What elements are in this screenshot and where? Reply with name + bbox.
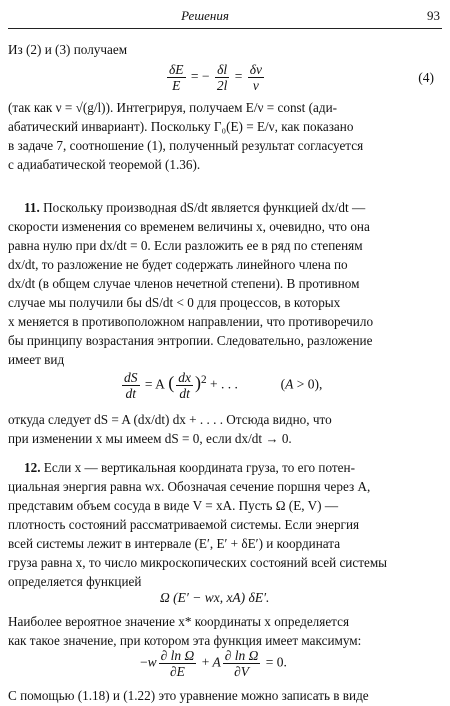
problem-11-conclusion: откуда следует dS = A (dx/dt) dx + . . . . Отсюда видно, что при изменении x мы имеем dS = 0, если dx/dt → 0. (8, 412, 332, 446)
equation-4: $\frac{\delta E}{E}$ = − $\frac{\delta l}{2l}$ = $\frac{\delta\nu}{\nu}$ (169, 62, 263, 93)
paragraph-intro: Из (2) и (3) получаем (8, 42, 128, 57)
problem-11-number: 11. (24, 200, 40, 215)
paragraph-most-probable: Наиболее вероятное значение x* координаты x определяется как такое значение, при котором эта функция имеет максимум: (8, 614, 362, 648)
entropy-expansion-formula: $\frac{dS}{dt}$ = A ( $\frac{dx}{dt}$ )$^2$ + . . . (A > 0), (124, 370, 323, 401)
paragraph-integration: (так как ν = √(g/l)). Интегрируя, получаем E/ν = const (ади- абатический инвариант). Поскольку Γ₀(E) = E/ν, как показано в задаче 7, соотношение (1), полученный результат согласуется с адиабатической теоремой (1.36). (8, 100, 364, 172)
problem-12-number: 12. (24, 460, 41, 475)
problem-12-text: 12. Если x — вертикальная координата груза, то его потен- циальная энергия равна wx. Обозначая сечение поршня через A, представим объем сосуда в виде V = xA. Пусть Ω (E, V) — плотность состояний рассматриваемой системы. Если энергия всей системы лежит в интервале (E′, E′ + δE′) и координата груза равна x, то число микроскопических состояний всей системы определяется функцией (8, 460, 388, 589)
maximum-condition-formula: −w $\frac{\text{∂ ln Ω}}{\partial E}$ + A $\frac{\text{∂ ln Ω}}{\partial V}$ = 0. (140, 648, 287, 679)
running-title: Решения (181, 8, 229, 23)
microstate-function: Ω (E′ − wx, xA) δE′. (160, 590, 270, 605)
paragraph-rewrite: С помощью (1.18) и (1.22) это уравнение можно записать в виде (8, 688, 369, 703)
problem-11-text: 11. Поскольку производная dS/dt является функцией dx/dt — скорости изменения со временем величины x, очевидно, что она равна нулю при dx/dt = 0. Если разложить ее в ряд по степеням dx/dt, то разложение не будет содержать линейного члена по dx/dt (в общем случае членов нечетной степени). В противном случае мы получили бы dS/dt < 0 для процессов, в которых x меняется в противоположном направлении, что противоречило бы принципу возрастания энтропии. Следовательно, разложение имеет вид (8, 200, 374, 367)
running-header (8, 6, 442, 29)
equation-4-number: (4) (418, 70, 434, 85)
page-number: 93 (427, 8, 440, 23)
